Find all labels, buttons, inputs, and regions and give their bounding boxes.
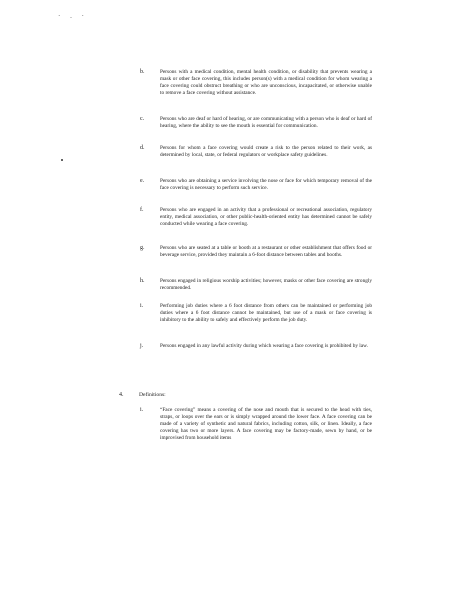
item-text: Persons who are obtaining a service involving the nose or face for which temporary removal of the face covering is necessary to perform such service. xyxy=(160,178,372,191)
item-marker: j. xyxy=(140,343,144,349)
item-text: Persons who are seated at a table or booth at a restaurant or other establishment that offers food or beverage service, provided they maintain a 6-foot distance between tables and booths. xyxy=(160,245,372,258)
item-marker: h. xyxy=(140,278,145,284)
scan-specks: · . · xyxy=(58,12,88,20)
definition-text: “Face covering” means a covering of the nose and mouth that is secured to the head with ties, straps, or loops over the ears or is simply wrapped around the lower face. A face covering can be made of a variety of synthetic and natural fabrics, including cotton, silk, or linen. Ideally, a face covering has two or more layers. A face covering may be factory-made, sewn by hand, or be improvised from household items xyxy=(160,407,372,441)
item-text: Persons who are deaf or hard of hearing, or are communicating with a person who is deaf or hard of hearing, where the ability to see the mouth is essential for communication. xyxy=(160,116,372,129)
item-marker: b. xyxy=(140,69,145,75)
item-text: Persons engaged in any lawful activity during which wearing a face covering is prohibited by law. xyxy=(160,343,368,349)
item-marker: e. xyxy=(140,178,145,184)
item-marker: f. xyxy=(140,207,144,213)
item-text: Persons engaged in religious worship activities; however, masks or other face covering are strongly recommended. xyxy=(160,278,372,291)
item-text: Persons with a medical condition, mental health condition, or disability that prevents wearing a mask or other face covering, this includes person(s) with a medical condition for whom wearing a face covering could obstruct breathing or who are unconscious, incapacitated, or otherwise unable to remove a face covering without assistance. xyxy=(160,69,372,96)
definition-marker: i. xyxy=(140,407,144,413)
section-number: 4. xyxy=(119,392,124,398)
scan-dot xyxy=(61,159,63,161)
section-heading: Definitions: xyxy=(139,392,166,398)
item-text: Persons who are engaged in an activity that a professional or recreational association, regulatory entity, medical association, or other public-health-oriented entity has determined cannot be safely conducted while wearing a face covering. xyxy=(160,207,372,227)
item-text: Performing job duties where a 6 foot distance from others can be maintained or performing job duties where a 6 foot distance cannot be maintained, but use of a mask or face covering is inhibitory to the ability to safely and effectively perform the job duty. xyxy=(160,303,372,323)
item-marker: g. xyxy=(140,245,145,251)
item-marker: d. xyxy=(140,145,145,151)
item-marker: i. xyxy=(140,303,144,309)
item-text: Persons for whom a face covering would create a risk to the person related to their work, as determined by local, state, or federal regulators or workplace safety guidelines. xyxy=(160,145,372,158)
item-marker: c. xyxy=(140,116,145,122)
